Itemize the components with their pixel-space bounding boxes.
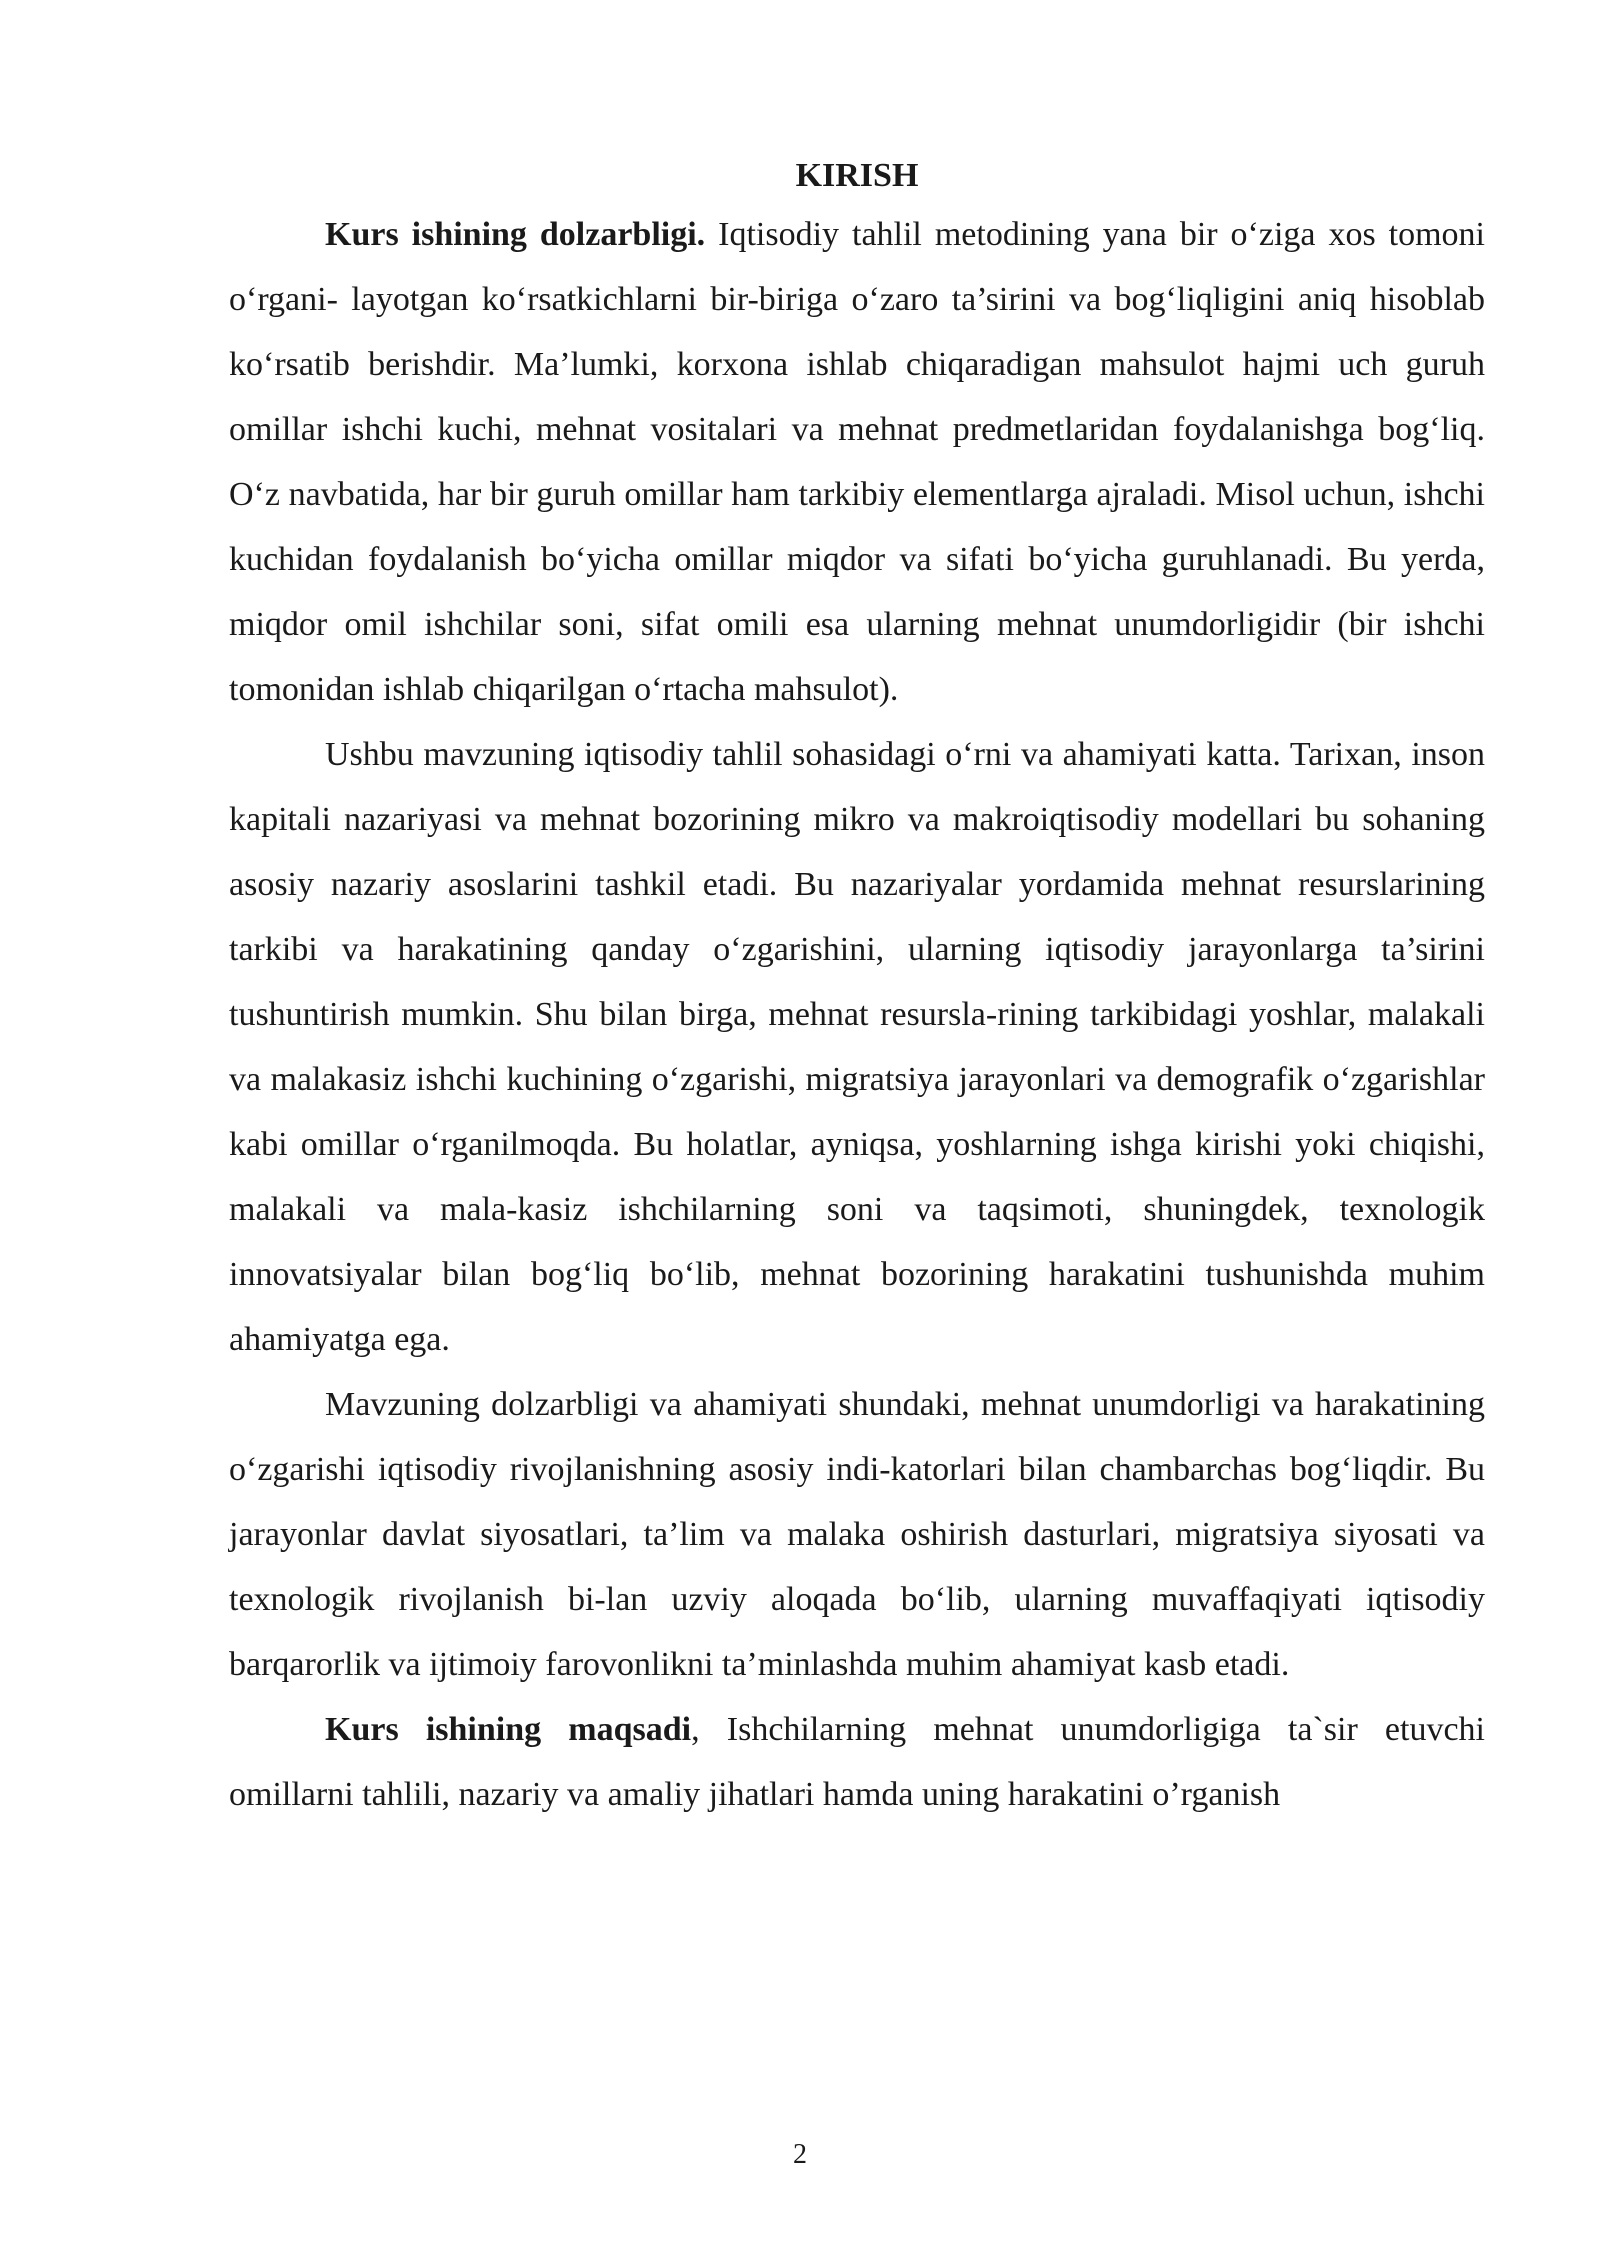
page-number: 2: [793, 2139, 807, 2170]
paragraph-lead: Kurs ishining maqsadi: [325, 1711, 692, 1748]
paragraph-text: Ushbu mavzuning iqtisodiy tahlil sohasidagi o‘rni va ahamiyati katta. Tarixan, inson kapitali nazariyasi va mehnat bozorining mikro va makroiqtisodiy modellari bu sohaning asosiy nazariy asoslarini tashkil etadi. Bu nazariyalar yordamida mehnat resurslarining tarkibi va harakatining qanday o‘zgarishini, ularning iqtisodiy jarayonlarga ta’sirini tushuntirish mumkin. Shu bilan birga, mehnat resursla-rining tarkibidagi yoshlar, malakali va malakasiz ishchi kuchining o‘zgarishi, migratsiya jarayonlari va demografik o‘zgarishlar kabi omillar o‘rganilmoqda. Bu holatlar, ayniqsa, yoshlarning ishga kirishi yoki chiqishi, malakali va mala-kasiz ishchilarning soni va taqsimoti, shuningdek, texnologik innovatsiyalar bilan bog‘liq bo‘lib, mehnat bozorining harakatini tushunishda muhim ahamiyatga ega.: [229, 736, 1485, 1358]
paragraph-relevance: [229, 202, 1485, 722]
paragraph-importance: [229, 722, 1485, 1372]
paragraph-text: , Ishchilarning mehnat unumdorligiga ta`sir etuvchi omillarni tahlili, nazariy va amaliy jihatlari hamda uning harakatini o’rganish: [229, 1711, 1485, 1813]
paragraph-text: Iqtisodiy tahlil metodining yana bir o‘ziga xos tomoni o‘rgani- layotgan ko‘rsatkichlarni bir-biriga o‘zaro ta’sirini va bog‘liqligini aniq hisoblab ko‘rsatib berishdir. Ma’lumki, korxona ishlab chiqaradigan mahsulot hajmi uch guruh omillar ishchi kuchi, mehnat vositalari va mehnat predmetlaridan foydalanishga bog‘liq. O‘z navbatida, har bir guruh omillar ham tarkibiy elementlarga ajraladi. Misol uchun, ishchi kuchidan foydalanish bo‘yicha omillar miqdor va sifati bo‘yicha guruhlanadi. Bu yerda, miqdor omil ishchilar soni, sifat omili esa ularning mehnat unumdorligidir (bir ishchi tomonidan ishlab chiqarilgan o‘rtacha mahsulot).: [229, 216, 1485, 708]
section-heading: KIRISH: [795, 157, 919, 194]
paragraph-topicality: [229, 1372, 1485, 1697]
paragraph-text: Mavzuning dolzarbligi va ahamiyati shundaki, mehnat unumdorligi va harakatining o‘zgarishi iqtisodiy rivojlanishning asosiy indi-katorlari bilan chambarchas bog‘liqdir. Bu jarayonlar davlat siyosatlari, ta’lim va malaka oshirish dasturlari, migratsiya siyosati va texnologik rivojlanish bi-lan uzviy aloqada bo‘lib, ularning muvaffaqiyati iqtisodiy barqarorlik va ijtimoiy farovonlikni ta’minlashda muhim ahamiyat kasb etadi.: [229, 1386, 1485, 1683]
page-content: [229, 150, 1485, 1827]
paragraph-lead: Kurs ishining dolzarbligi.: [325, 216, 706, 253]
paragraph-goal: [229, 1697, 1485, 1827]
